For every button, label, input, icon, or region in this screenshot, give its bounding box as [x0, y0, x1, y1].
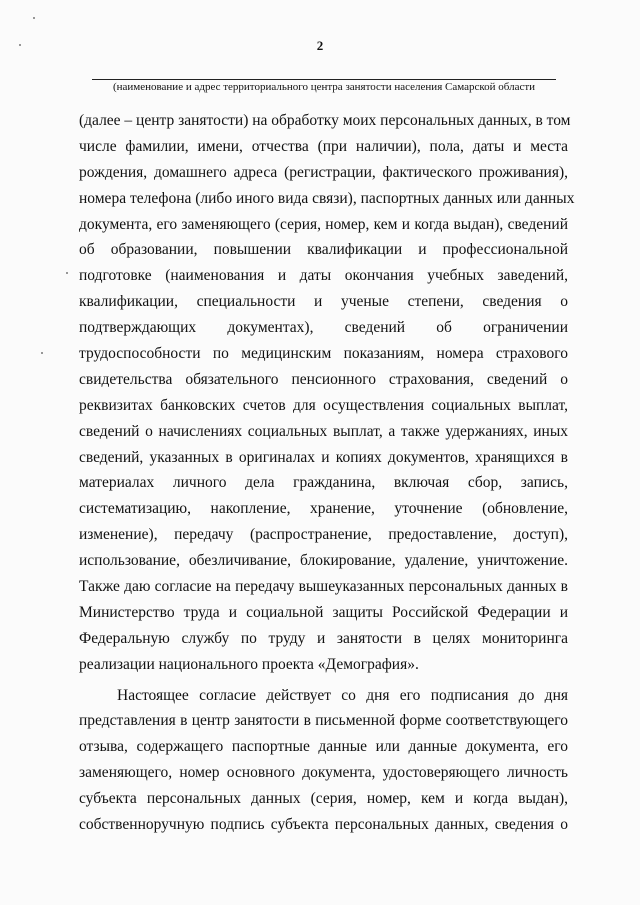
text-line: свидетельства обязательного пенсионного страхования, сведений о	[79, 370, 568, 388]
text-line: систематизацию, накопление, хранение, уточнение (обновление,	[79, 500, 568, 518]
text-line: Настоящее согласие действует со дня его подписания до дня	[117, 686, 568, 704]
paragraph-consent-validity	[79, 683, 568, 838]
text-line: документа, его заменяющего (серия, номер, кем и когда выдан), сведений	[79, 215, 568, 233]
text-line: Федеральную службу по труду и занятости в целях мониторинга	[79, 629, 568, 647]
text-line: сведений о начислениях социальных выплат, а также удержаниях, иных	[79, 422, 568, 440]
text-line: Также даю согласие на передачу вышеуказанных персональных данных в	[79, 578, 568, 596]
text-line: реализации национального проекта «Демография».	[79, 655, 419, 673]
text-line: реквизитах банковских счетов для осуществления социальных выплат,	[79, 396, 568, 414]
text-line: субъекта персональных данных (серия, номер, кем и когда выдан),	[79, 790, 568, 808]
page-number: 2	[316, 38, 324, 53]
text-line: рождения, домашнего адреса (регистрации, фактического проживания),	[79, 163, 568, 181]
text-line: материалах личного дела гражданина, включая сбор, запись,	[79, 474, 568, 492]
text-line: использование, обезличивание, блокирование, удаление, уничтожение.	[79, 552, 568, 570]
header-caption: (наименование и адрес территориального центра занятости населения Самарской области	[112, 81, 536, 93]
paragraph-consent-scope	[79, 108, 575, 678]
text-line: отзыва, содержащего паспортные данные или данные документа, его	[79, 738, 568, 756]
scan-speck	[41, 352, 43, 354]
scan-speck	[19, 44, 21, 46]
text-line: об образовании, повышении квалификации и профессиональной	[79, 241, 568, 259]
text-line: номера телефона (либо иного вида связи), паспортных данных или данных	[79, 189, 575, 207]
text-line: подготовке (наименования и даты окончания учебных заведений,	[79, 267, 568, 285]
text-line: собственноручную подпись субъекта персональных данных, сведения о	[79, 816, 568, 834]
text-line: квалификации, специальности и ученые степени, сведения о	[79, 293, 568, 311]
text-line: Министерство труда и социальной защиты Российской Федерации и	[79, 603, 568, 621]
document-body	[79, 108, 575, 838]
scan-speck	[66, 272, 68, 274]
text-line: сведений, указанных в оригиналах и копиях документов, хранящихся в	[79, 448, 568, 466]
text-line: заменяющего, номер основного документа, удостоверяющего личность	[79, 764, 568, 782]
text-line: трудоспособности по медицинским показаниям, номера страхового	[79, 345, 568, 363]
text-line: (далее – центр занятости) на обработку моих персональных данных, в том	[79, 112, 571, 129]
text-line: изменение), передачу (распространение, предоставление, доступ),	[79, 526, 568, 544]
text-line: числе фамилии, имени, отчества (при наличии), пола, даты и места	[79, 137, 568, 155]
text-line: представления в центр занятости в письменной форме соответствующего	[79, 712, 568, 730]
text-line: подтверждающих документах), сведений об ограничении	[79, 319, 568, 337]
scan-speck	[33, 17, 35, 19]
